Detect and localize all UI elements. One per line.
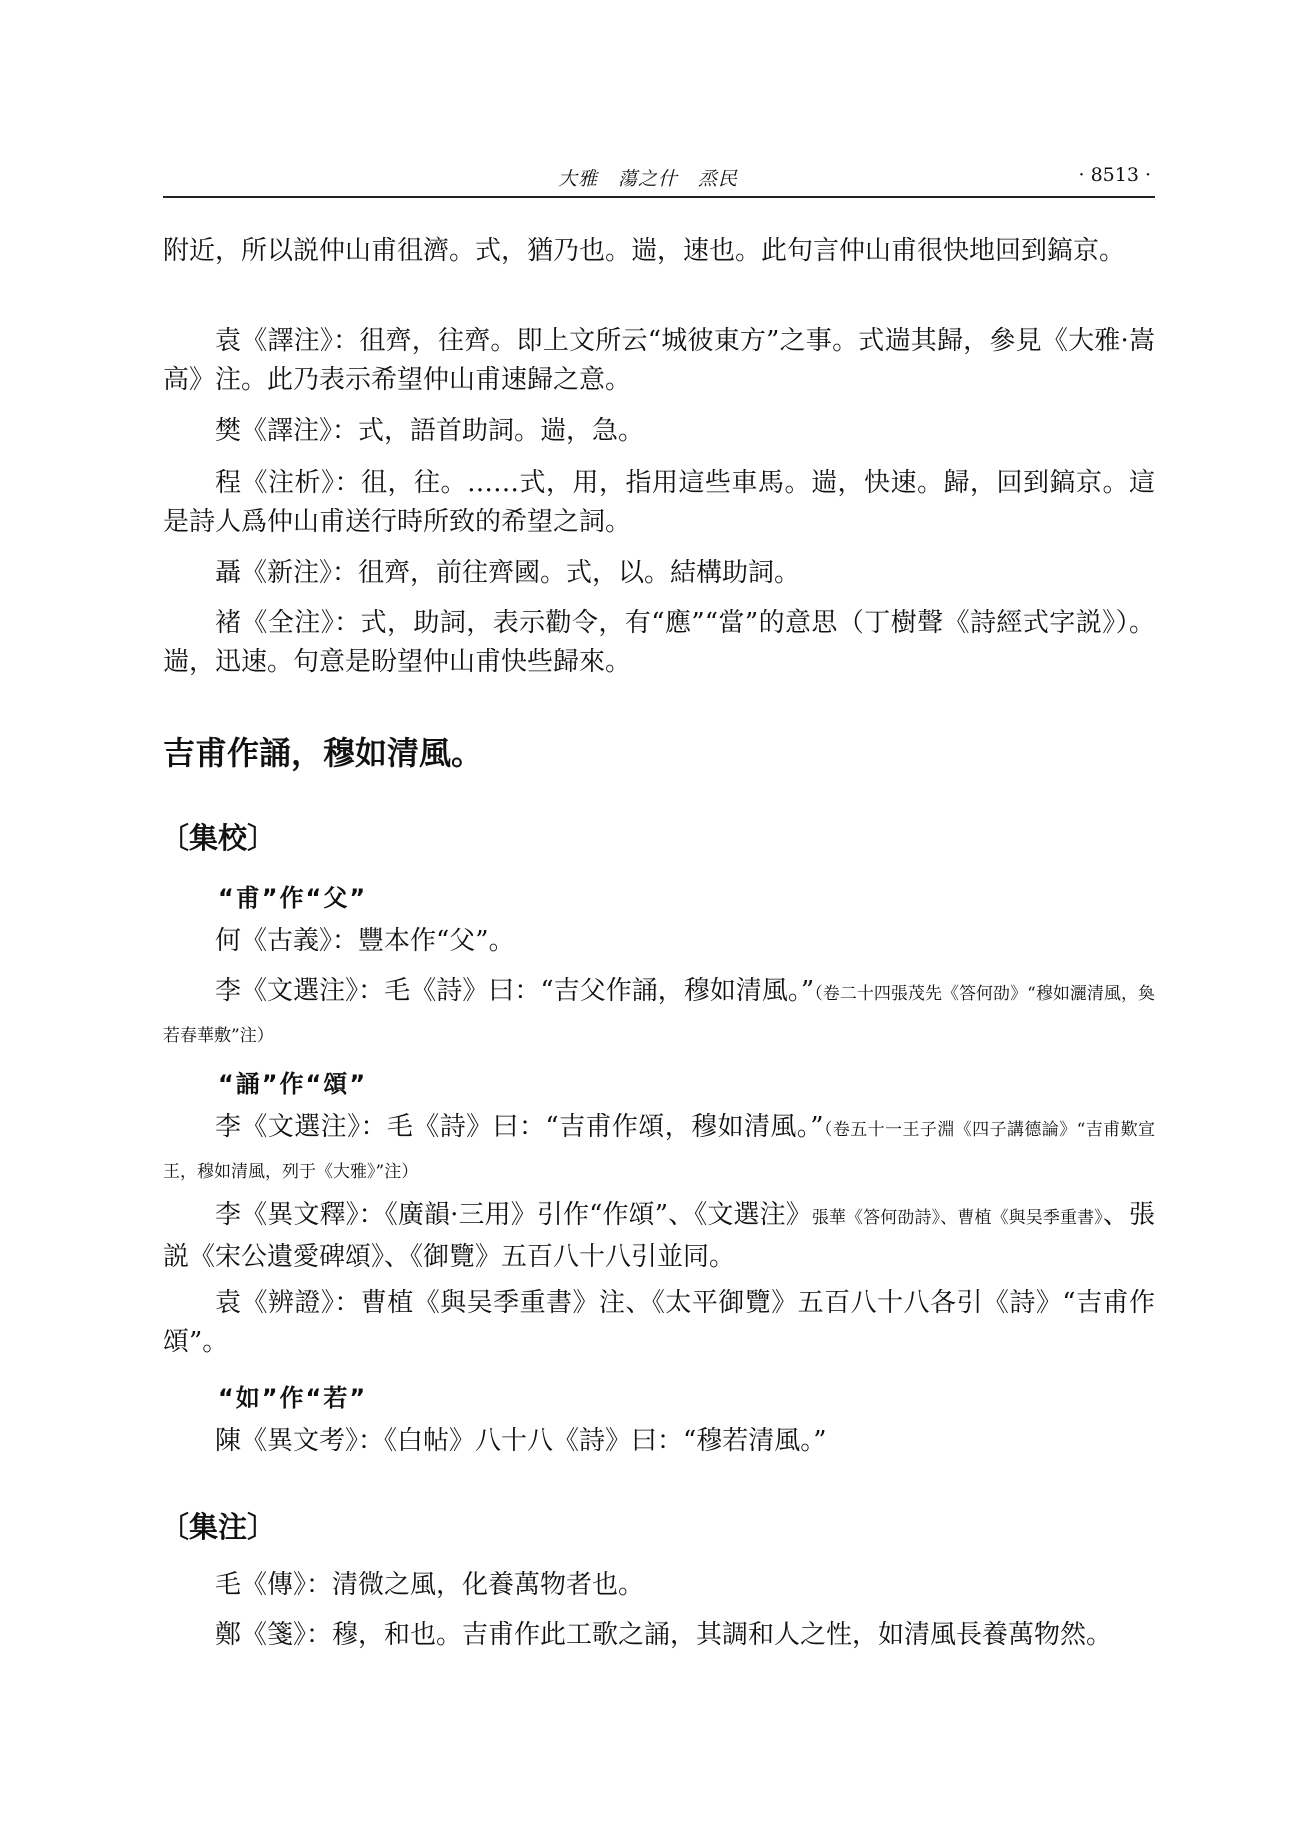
paragraph: 毛《傳》：清微之風，化養萬物者也。: [215, 1570, 645, 1600]
paragraph: 袁《譯注》：徂齊，往齊。即上文所云“城彼東方”之事。式遄其歸，參見《大雅·嵩高》注。此乃表示希望仲山甫速歸之意。: [163, 326, 1155, 395]
running-title: 大雅 蕩之什 烝民: [558, 168, 739, 190]
paragraph: 附近，所以説仲山甫徂濟。式，猶乃也。遄，速也。此句言仲山甫很快地回到鎬京。: [163, 236, 1126, 266]
citation-text: 李《文選注》：毛《詩》曰：“吉父作誦，穆如清風。”: [215, 976, 815, 1006]
paragraph: [163, 1196, 1155, 1277]
variant-heading: “如”作“若”: [218, 1384, 368, 1412]
variant-heading: “甫”作“父”: [218, 884, 368, 912]
paragraph: [163, 1108, 1155, 1192]
citation-text: 李《文選注》：毛《詩》曰：“吉甫作頌，穆如清風。”: [215, 1112, 824, 1142]
paragraph: 程《注析》：徂，往。……式，用，指用這些車馬。遄，快速。歸，回到鎬京。這是詩人爲仲山甫送行時所致的希望之詞。: [163, 468, 1155, 537]
section-title-jizhu: 〔集注〕: [160, 1510, 277, 1544]
paragraph: 袁《辨證》：曹植《與吴季重書》注、《太平御覽》五百八十八各引《詩》“吉甫作頌”。: [163, 1288, 1155, 1357]
page-number: · 8513 ·: [1078, 164, 1151, 186]
running-header: [163, 158, 1155, 198]
verse-heading: 吉甫作誦，穆如清風。: [163, 734, 484, 772]
paragraph: 聶《新注》：徂齊，前往齊國。式，以。結構助詞。: [215, 558, 801, 588]
paragraph: 樊《譯注》：式，語首助詞。遄，急。: [215, 416, 645, 446]
variant-heading: “誦”作“頌”: [218, 1070, 368, 1098]
citation-text: 、張説《宋公遺愛碑頌》、《御覽》五百八十八引並同。: [163, 1200, 1155, 1272]
citation-text: 李《異文釋》：《廣韻·三用》引作“作頌”、《文選注》: [215, 1200, 812, 1230]
paragraph: [163, 972, 1155, 1056]
citation-note: （卷五十一王子淵《四子講德論》“吉甫歎宣王，穆如清風，列于《大雅》”注）: [163, 1120, 1155, 1182]
section-title-jijiao: 〔集校〕: [160, 821, 277, 855]
paragraph: 褚《全注》：式，助詞，表示勸令，有“應”“當”的意思（丁樹聲《詩經式字説》）。遄，迅速。句意是盼望仲山甫快些歸來。: [163, 608, 1155, 677]
paragraph: 陳《異文考》：《白帖》八十八《詩》曰：“穆若清風。”: [215, 1426, 827, 1456]
citation-note: 張華《答何劭詩》、曹植《與吴季重書》: [811, 1208, 1103, 1228]
citation-note: （卷二十四張茂先《答何劭》“穆如灑清風，奐若春華敷”注）: [163, 984, 1155, 1046]
paragraph: 何《古義》：豐本作“父”。: [215, 926, 515, 956]
paragraph: 鄭《箋》：穆，和也。吉甫作此工歌之誦，其調和人之性，如清風長養萬物然。: [215, 1620, 1113, 1650]
